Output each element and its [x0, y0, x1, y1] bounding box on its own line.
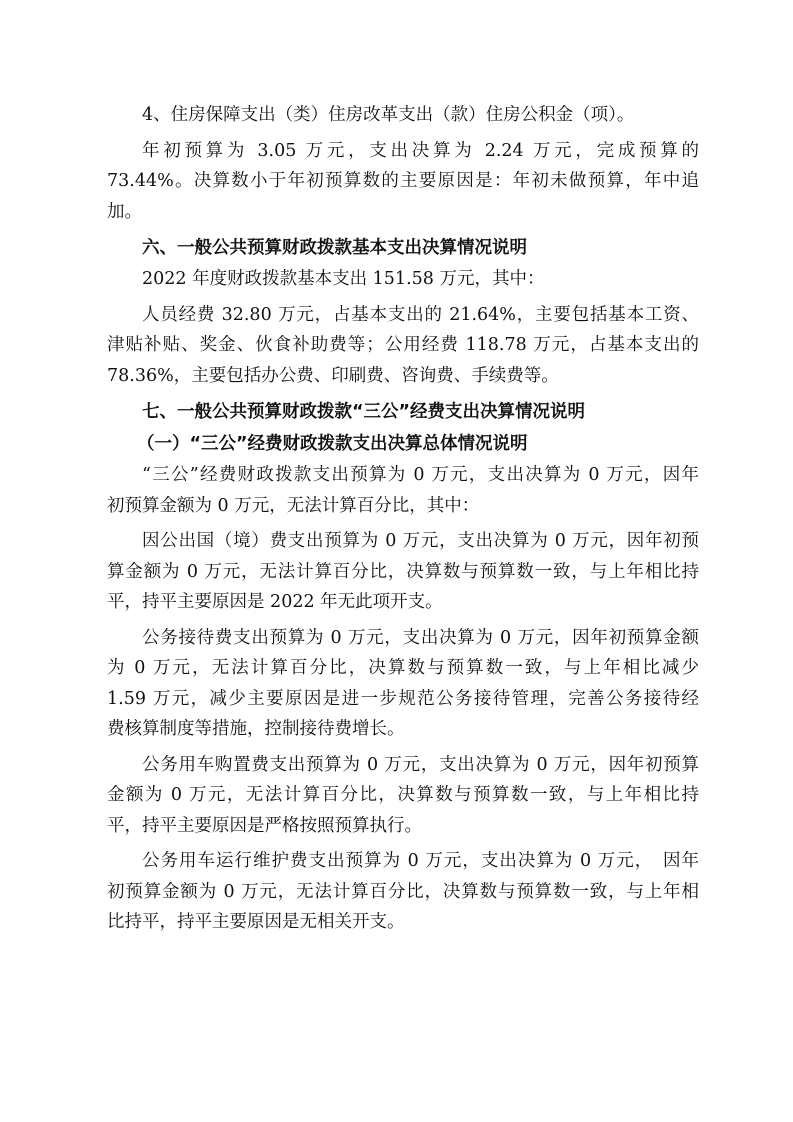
section-heading: 六、一般公共预算财政拨款基本支出决算情况说明: [142, 238, 527, 258]
paragraph: [107, 136, 699, 228]
paragraph-line: 2022 年度财政拨款基本支出 151.58 万元，其中：: [142, 269, 545, 289]
paragraph-line: 平，持平主要原因是 2022 年无此项开支。: [107, 592, 443, 612]
paragraph-line: 费核算制度等措施，控制接待费增长。: [107, 719, 405, 739]
paragraph-line: 1.59 万元，减少主要原因是进一步规范公务接待管理，完善公务接待经: [107, 688, 699, 709]
paragraph-line: 比持平，持平主要原因是无相关开支。: [107, 912, 405, 932]
document-body: [107, 100, 699, 943]
paragraph-line: 平，持平主要原因是严格按照预算执行。: [107, 815, 422, 836]
section-heading: 七、一般公共预算财政拨款“三公”经费支出决算情况说明: [142, 402, 586, 422]
paragraph-line: 金额为 0 万元，无法计算百分比，决算数与预算数一致，与上年相比持: [107, 785, 699, 805]
paragraph-line: 初预算金额为 0 万元，无法计算百分比，决算数与预算数一致，与上年相: [107, 881, 699, 902]
paragraph: [107, 750, 699, 842]
paragraph-line: 津贴补贴、奖金、伙食补助费等；公用经费 118.78 万元，占基本支出的: [107, 335, 699, 355]
paragraph: [107, 300, 699, 392]
paragraph: [107, 264, 699, 295]
paragraph: [107, 846, 699, 938]
paragraph-line: 因公出国（境）费支出预算为 0 万元，支出决算为 0 万元，因年初预: [142, 531, 699, 551]
paragraph-line: “三公”经费财政拨款支出预算为 0 万元，支出决算为 0 万元，因年: [142, 465, 699, 485]
paragraph-line: 78.36%，主要包括办公费、印刷费、咨询费、手续费等。: [107, 365, 559, 386]
paragraph-line: 人员经费 32.80 万元，占基本支出的 21.64%，主要包括基本工资、: [142, 304, 699, 325]
paragraph: [107, 526, 699, 618]
paragraph-line: 算金额为 0 万元，无法计算百分比，决算数与预算数一致，与上年相比持: [107, 561, 699, 582]
paragraph-line: 公务用车运行维护费支出预算为 0 万元，支出决算为 0 万元， 因年: [142, 851, 699, 871]
paragraph: [107, 623, 699, 745]
paragraph-line: 73.44%。决算数小于年初预算数的主要原因是：年初未做预算，年中追: [107, 171, 699, 191]
paragraph: [107, 100, 699, 131]
paragraph-line: 公务接待费支出预算为 0 万元，支出决算为 0 万元，因年初预算金额: [142, 627, 699, 648]
section-subheading: （一）“三公”经费财政拨款支出决算总体情况说明: [137, 434, 528, 454]
paragraph-line: 年初预算为 3.05 万元，支出决算为 2.24 万元，完成预算的: [142, 140, 699, 161]
paragraph-line: 公务用车购置费支出预算为 0 万元，支出决算为 0 万元，因年初预算: [142, 754, 699, 775]
paragraph-line: 加。: [107, 201, 142, 222]
paragraph-line: 4、住房保障支出（类）住房改革支出（款）住房公积金（项）。: [142, 105, 635, 125]
paragraph-line: 为 0 万元，无法计算百分比，决算数与预算数一致，与上年相比减少: [107, 658, 699, 678]
paragraph-line: 初预算金额为 0 万元，无法计算百分比，其中：: [107, 495, 480, 516]
paragraph: [107, 460, 699, 521]
